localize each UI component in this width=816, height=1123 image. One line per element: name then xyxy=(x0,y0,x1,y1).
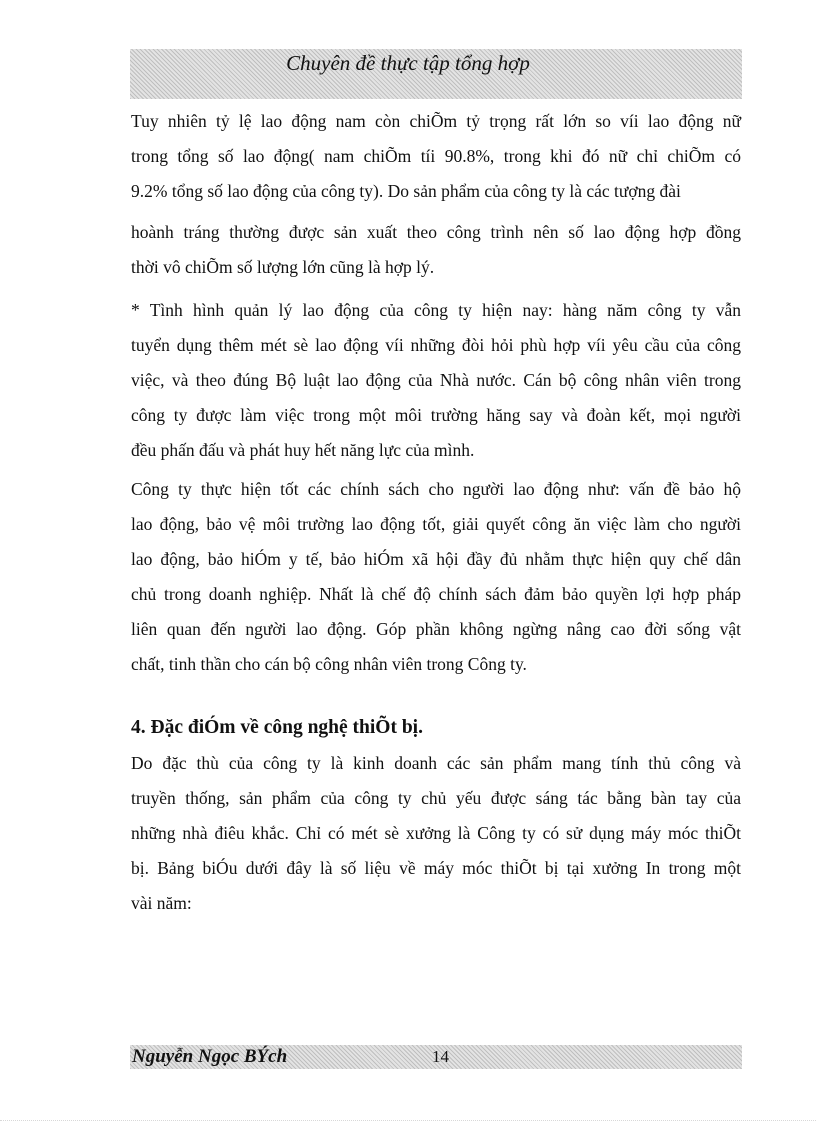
text-line: truyền thống, sản phẩm của công ty chủ yếu được sáng tác bằng bàn tay của xyxy=(131,788,741,808)
text-line: * Tình hình quản lý lao động của công ty hiện nay: hàng năm công ty vẫn xyxy=(131,300,741,320)
page-bottom-divider xyxy=(0,1120,816,1121)
footer-author: Nguyễn Ngọc BÝch xyxy=(132,1046,288,1067)
text-line: chất, tinh thần cho cán bộ công nhân viên trong Công ty. xyxy=(131,654,527,674)
text-line: trong tổng số lao động( nam chiÕm tíi 90.8%, trong khi đó nữ chỉ chiÕm có xyxy=(131,146,741,166)
text-line: Công ty thực hiện tốt các chính sách cho người lao động như: vấn đề bảo hộ xyxy=(131,479,741,499)
text-line: Do đặc thù của công ty là kinh doanh các sản phẩm mang tính thủ công và xyxy=(131,753,741,773)
text-line: Tuy nhiên tỷ lệ lao động nam còn chiÕm tỷ trọng rất lớn so víi lao động nữ xyxy=(131,111,741,131)
paragraph-3 xyxy=(131,293,741,468)
paragraph-1 xyxy=(131,104,741,209)
text-line: lao động, bảo hiÓm y tế, bảo hiÓm xã hội đầy đủ nhằm thực hiện quy chế dân xyxy=(131,549,741,569)
paragraph-2 xyxy=(131,215,741,285)
text-line: tuyển dụng thêm mét sè lao động víi những đòi hỏi phù hợp víi yêu cầu của công xyxy=(131,335,741,355)
text-line: 9.2% tổng số lao động của công ty). Do sản phẩm của công ty là các tượng đài xyxy=(131,181,681,201)
header-title: Chuyên đề thực tập tổng hợp xyxy=(286,51,530,75)
text-line: công ty được làm việc trong một môi trường hăng say và đoàn kết, mọi người xyxy=(131,405,741,425)
text-line: thời vô chiÕm số lượng lớn cũng là hợp lý. xyxy=(131,257,435,277)
text-line: vài năm: xyxy=(131,893,192,913)
text-line: bị. Bảng biÓu dưới đây là số liệu về máy móc thiÕt bị tại xưởng In trong một xyxy=(131,858,741,878)
page-number: 14 xyxy=(432,1047,449,1066)
text-line: việc, và theo đúng Bộ luật lao động của Nhà nước. Cán bộ công nhân viên trong xyxy=(131,370,741,390)
section-heading: 4. Đặc điÓm về công nghệ thiÕt bị. xyxy=(131,717,423,738)
text-line: những nhà điêu khắc. Chỉ có mét sè xưởng là Công ty có sử dụng máy móc thiÕt xyxy=(131,823,741,843)
text-line: liên quan đến người lao động. Góp phần không ngừng nâng cao đời sống vật xyxy=(131,619,741,639)
paragraph-5 xyxy=(131,746,741,921)
text-line: hoành tráng thường được sản xuất theo công trình nên số lao động hợp đồng xyxy=(131,222,741,242)
text-line: chủ trong doanh nghiệp. Nhất là chế độ chính sách đảm bảo quyền lợi hợp pháp xyxy=(131,584,741,604)
text-line: đều phấn đấu và phát huy hết năng lực của mình. xyxy=(131,440,475,460)
text-line: lao động, bảo vệ môi trường lao động tốt, giải quyết công ăn việc làm cho người xyxy=(131,514,741,534)
paragraph-4 xyxy=(131,472,741,682)
